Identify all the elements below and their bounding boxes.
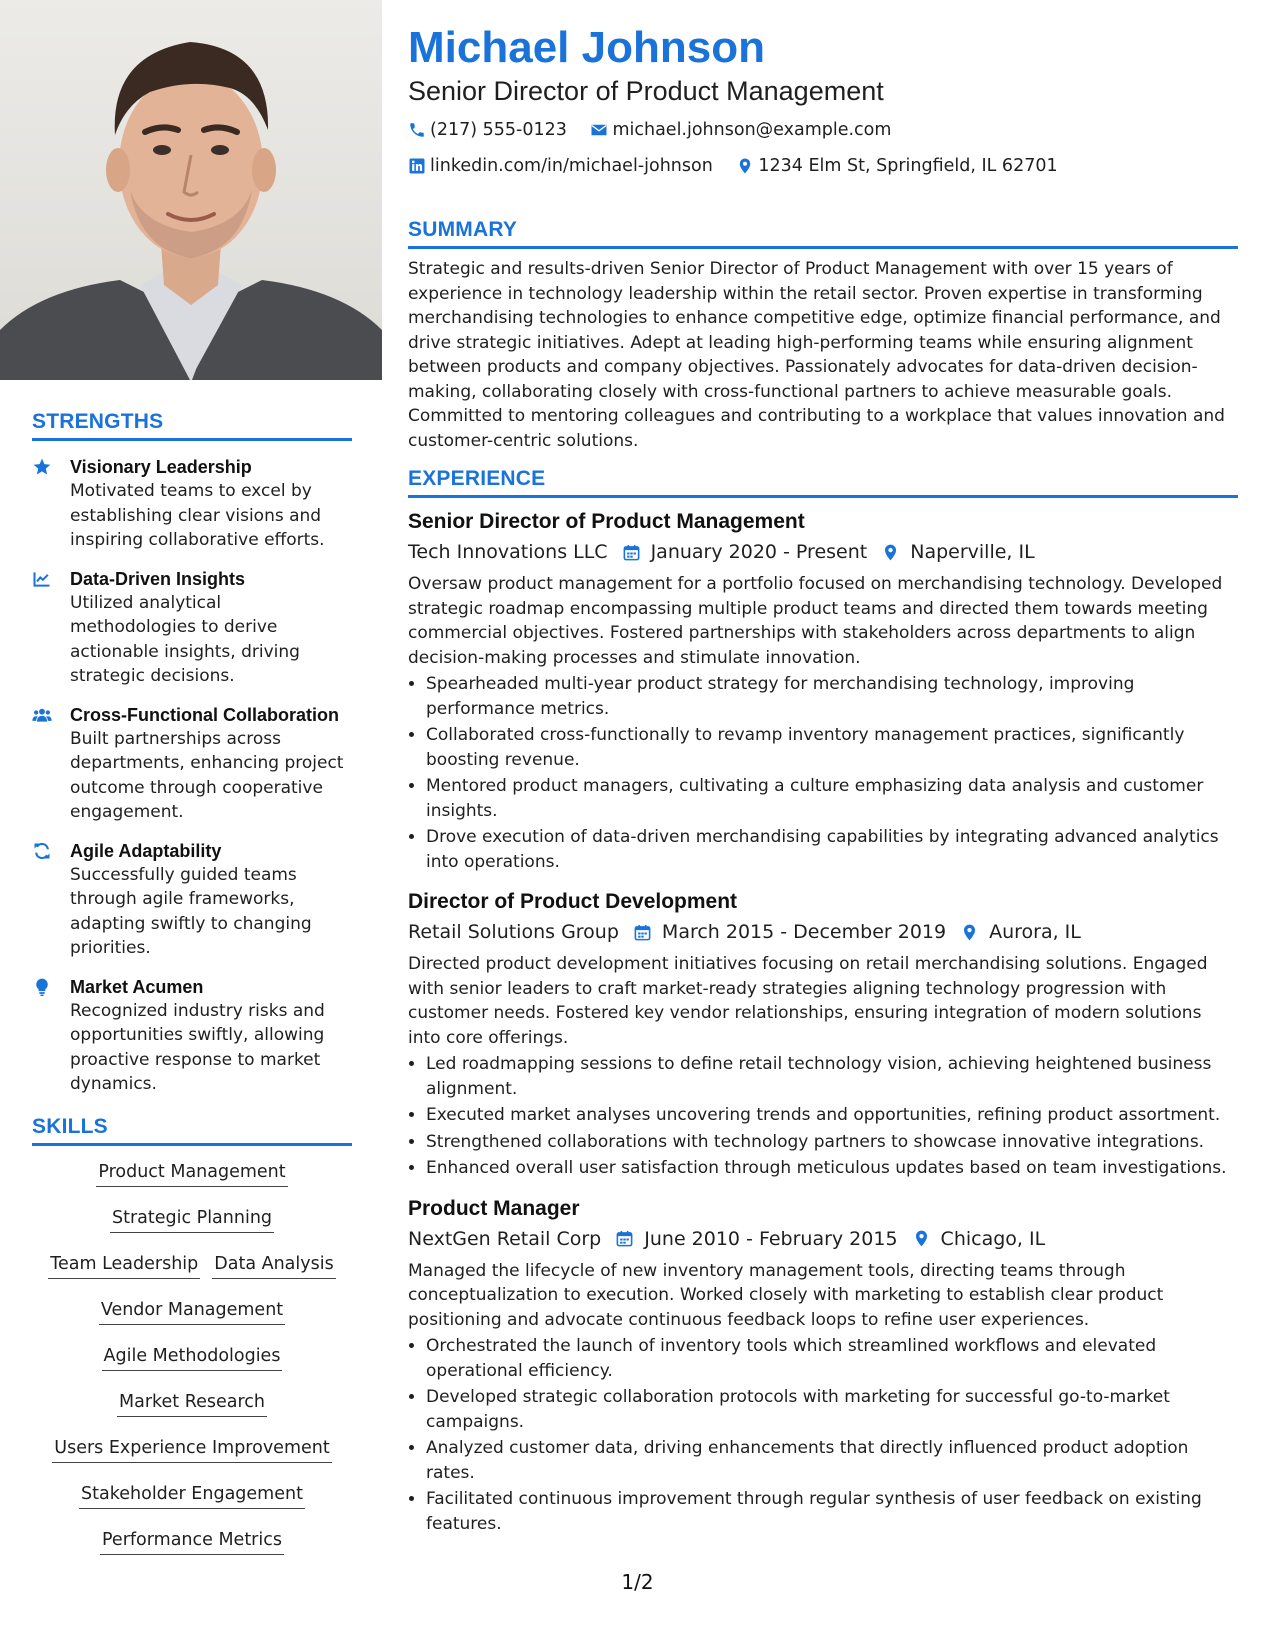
achievement-item: • Collaborated cross-functionally to revamp inventory management practices, significantly boosting revenue. — [426, 723, 1238, 772]
contact-email[interactable] — [590, 114, 891, 146]
linkedin-text: linkedin.com/in/michael-johnson — [430, 156, 713, 176]
strength-title: Visionary Leadership — [70, 457, 252, 477]
star-icon — [32, 455, 70, 553]
candidate-name: Michael Johnson — [408, 23, 765, 72]
users-icon — [32, 703, 70, 825]
job-company: Retail Solutions Group — [408, 921, 619, 943]
job-location: Naperville, IL — [910, 541, 1035, 563]
achievement-item: • Enhanced overall user satisfaction through meticulous updates based on team investigations. — [426, 1156, 1238, 1181]
job-location: Aurora, IL — [989, 921, 1081, 943]
skills-list — [32, 1160, 352, 1555]
strength-item — [32, 455, 352, 553]
strength-description: Successfully guided teams through agile frameworks, adapting swiftly to changing priorities. — [70, 864, 312, 958]
skill-tag: Team Leadership — [48, 1252, 200, 1279]
summary-section — [408, 218, 1238, 453]
summary-text: Strategic and results-driven Senior Director of Product Management with over 15 years of experience in technology leadership within the retail sector. Proven expertise in transforming merchandising technologies to enhance competitive edge, optimize financial performance, and drive strategic initiatives. Adept at leading high-performing teams while ensuring alignment between products and company objectives. Passionately advocates for data-driven decision-making, collaborating closely with cross-functional partners to achieve measurable goals. Committed to mentoring colleagues and contributing to a workplace that values innovation and customer-centric solutions. — [408, 259, 1225, 451]
strength-description: Built partnerships across departments, enhancing project outcome through cooperative engagement. — [70, 728, 344, 822]
achievement-item: • Mentored product managers, cultivating a culture emphasizing data analysis and customer insights. — [426, 774, 1238, 823]
skill-tag: Product Management — [96, 1160, 287, 1187]
calendar-icon — [622, 543, 641, 562]
strength-item — [32, 975, 352, 1097]
strength-title: Data-Driven Insights — [70, 568, 246, 589]
achievement-item: • Executed market analyses uncovering trends and opportunities, refining product assortment. — [426, 1103, 1238, 1128]
job-company: NextGen Retail Corp — [408, 1227, 602, 1250]
strength-title: Market Acumen — [70, 976, 204, 997]
skill-tag: Stakeholder Engagement — [79, 1482, 305, 1509]
job-meta — [408, 1223, 1238, 1255]
achievement-item: • Orchestrated the launch of inventory tools which streamlined workflows and elevated operational efficiency. — [426, 1334, 1238, 1383]
achievement-item: • Facilitated continuous improvement through regular synthesis of user feedback on existing features. — [426, 1487, 1238, 1536]
left-column — [32, 410, 352, 1574]
map-pin-icon — [960, 923, 979, 942]
profile-photo — [0, 0, 382, 380]
skill-tag: Data Analysis — [212, 1252, 335, 1279]
skill-tag: Market Research — [117, 1390, 267, 1417]
strength-description: Motivated teams to excel by establishing clear visions and inspiring collaborative efforts. — [70, 481, 325, 550]
strengths-list — [32, 455, 352, 1097]
achievement-item: • Drove execution of data-driven merchandising capabilities by integrating advanced analytics into operations. — [426, 825, 1238, 874]
envelope-icon — [590, 121, 608, 139]
achievement-item: • Strengthened collaborations with technology partners to showcase innovative integrations. — [426, 1130, 1238, 1155]
job-meta — [408, 916, 1238, 948]
job-entry — [408, 888, 1238, 1181]
job-title: Senior Director of Product Management — [408, 510, 805, 533]
contact-info — [408, 114, 1238, 186]
job-achievements — [408, 1052, 1238, 1181]
skill-tag: Performance Metrics — [100, 1528, 284, 1555]
calendar-icon — [615, 1229, 634, 1248]
phone-icon — [408, 121, 426, 139]
calendar-icon — [633, 923, 652, 942]
achievement-item: • Spearheaded multi-year product strategy for merchandising technology, improving performance metrics. — [426, 672, 1238, 721]
achievement-item: • Analyzed customer data, driving enhancements that directly influenced product adoption rates. — [426, 1436, 1238, 1485]
strength-title: Agile Adaptability — [70, 840, 222, 861]
job-location: Chicago, IL — [940, 1227, 1046, 1250]
map-pin-icon — [912, 1229, 931, 1248]
strength-description: Utilized analytical methodologies to derive actionable insights, driving strategic decisions. — [70, 592, 300, 686]
sync-icon — [32, 839, 70, 961]
strength-title: Cross-Functional Collaboration — [70, 704, 340, 725]
skills-heading: SKILLS — [32, 1115, 352, 1146]
skill-tag: Agile Methodologies — [102, 1344, 283, 1371]
job-title: Director of Product Development — [408, 890, 738, 913]
lightbulb-icon — [32, 975, 70, 1097]
email-text: michael.johnson@example.com — [612, 120, 892, 140]
contact-linkedin[interactable] — [408, 150, 713, 182]
map-pin-icon — [881, 543, 900, 562]
achievement-item: • Developed strategic collaboration protocols with marketing for successful go-to-market campaigns. — [426, 1385, 1238, 1434]
strength-item — [32, 567, 352, 689]
achievement-item: • Led roadmapping sessions to define retail technology vision, achieving heightened business alignment. — [426, 1052, 1238, 1101]
linkedin-icon — [408, 157, 426, 175]
portrait-illustration — [0, 0, 382, 380]
right-column — [408, 22, 1238, 1538]
job-title: Product Manager — [408, 1196, 580, 1220]
job-achievements — [408, 1334, 1238, 1536]
address-text: 1234 Elm St, Springfield, IL 62701 — [758, 156, 1058, 176]
page-number: 1/2 — [621, 1570, 654, 1594]
job-dates: March 2015 - December 2019 — [661, 921, 947, 943]
job-dates: January 2020 - Present — [650, 541, 868, 563]
skill-tag: Strategic Planning — [110, 1206, 274, 1233]
contact-phone[interactable] — [408, 114, 567, 146]
contact-address — [736, 150, 1057, 182]
candidate-headline: Senior Director of Product Management — [408, 76, 884, 106]
job-description: Managed the lifecycle of new inventory management tools, directing teams through conceptualization to execution. Worked closely with marketing to establish clear product positioning and advocate continuous feedback loops to refine user experiences. — [408, 1260, 1164, 1330]
job-company: Tech Innovations LLC — [408, 541, 608, 563]
job-description: Directed product development initiatives focusing on retail merchandising solutions. Engaged with senior leaders to craft market-ready strategies aligning technology progression with customer needs. Fostered key vendor relationships, ensuring integration of modern solutions into core offerings. — [408, 954, 1208, 1048]
skill-tag: Vendor Management — [99, 1298, 285, 1325]
job-description: Oversaw product management for a portfolio focused on merchandising technology. Developed strategic roadmap encompassing multiple product teams and directed them towards meeting commercial objectives. Fostered partnerships with stakeholders across departments to align decision-making processes and stimulate innovation. — [408, 574, 1223, 668]
strength-description: Recognized industry risks and opportunities swiftly, allowing proactive response to market dynamics. — [70, 1000, 325, 1094]
job-entry — [408, 1195, 1238, 1537]
summary-heading: SUMMARY — [408, 218, 1238, 249]
experience-heading: EXPERIENCE — [408, 467, 1238, 498]
strengths-heading: STRENGTHS — [32, 410, 352, 441]
map-pin-icon — [736, 157, 754, 175]
job-meta — [408, 536, 1238, 568]
strength-item — [32, 839, 352, 961]
strength-item — [32, 703, 352, 825]
chart-line-icon — [32, 567, 70, 689]
job-achievements — [408, 672, 1238, 874]
job-entry — [408, 508, 1238, 874]
skill-tag: Users Experience Improvement — [52, 1436, 331, 1463]
phone-text: (217) 555-0123 — [430, 120, 567, 140]
experience-section — [408, 467, 1238, 1536]
job-dates: June 2010 - February 2015 — [644, 1227, 898, 1250]
